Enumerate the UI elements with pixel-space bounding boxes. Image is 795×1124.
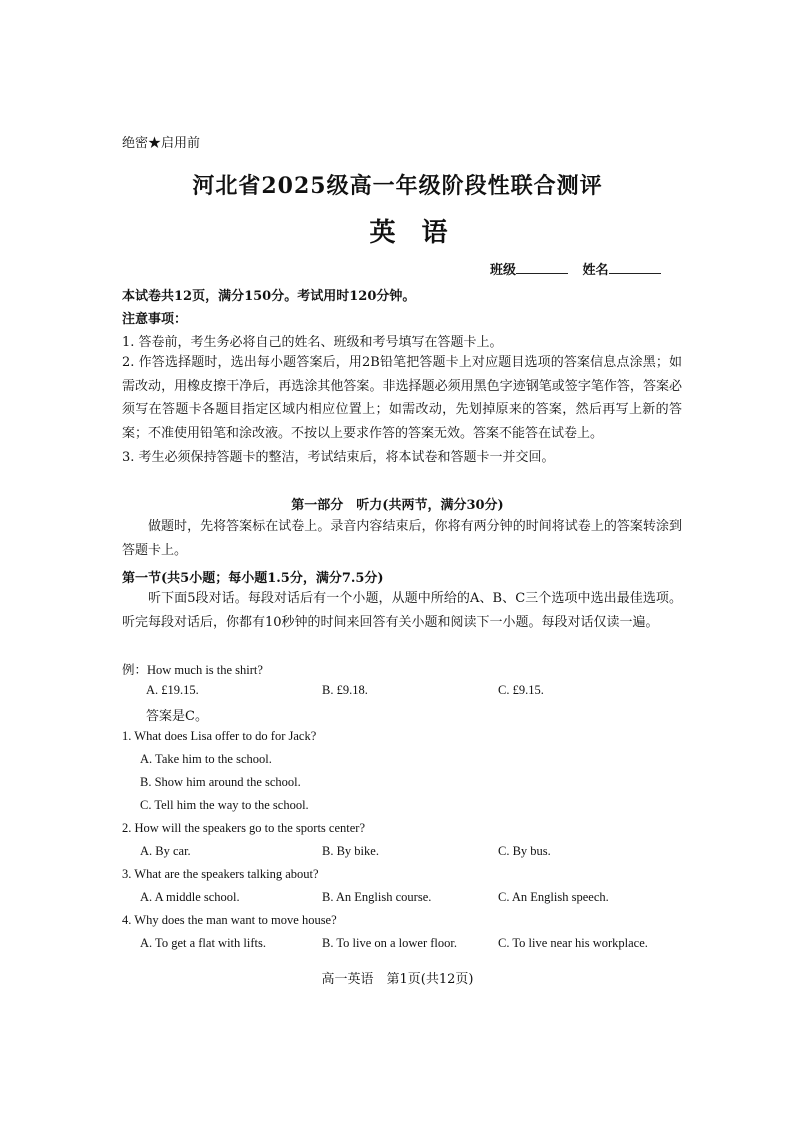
subject-title: 英语	[369, 218, 474, 248]
question-2-option-b: B. By bike.	[322, 844, 379, 858]
section1-instruction: 听下面5段对话。每段对话后有一个小题，从题中所给的A、B、C三个选项中选出最佳选项。听完每段对话后，你都有10秒钟的时间来回答有关小题和阅读下一小题。每段对话仅读一遍。	[122, 591, 682, 630]
page-footer: 高一英语 第1页(共12页)	[321, 972, 474, 987]
question-1-option-b: B. Show him around the school.	[140, 775, 301, 789]
example-option-b: B. £9.18.	[322, 683, 368, 697]
example-answer: 答案是C。	[146, 709, 208, 724]
question-3-option-b: B. An English course.	[322, 890, 432, 904]
example-question: 例：How much is the shirt?	[122, 663, 263, 677]
question-4-option-c: C. To live near his workplace.	[498, 936, 648, 950]
question-3-option-a: A. A middle school.	[140, 890, 240, 904]
question-4-option-a: A. To get a flat with lifts.	[140, 936, 266, 950]
part1-instruction: 做题时，先将答案标在试卷上。录音内容结束后，你将有两分钟的时间将试卷上的答案转涂到答题卡上。	[122, 519, 682, 558]
note-item-2: 2. 作答选择题时，选出每小题答案后，用2B铅笔把答题卡上对应题目选项的答案信息点涂黑；如需改动，用橡皮擦干净后，再选涂其他答案。非选择题必须用黑色字迹钢笔或签字笔作答，答案必须写在答题卡各题目指定区域内相应位置上；如需改动，先划掉原来的答案，然后再写上新的答案；不准使用铅笔和涂改液。不按以上要求作答的答案无效。答案不能答在试卷上。	[122, 355, 682, 441]
name-field[interactable]	[609, 261, 661, 274]
question-2-option-c: C. By bus.	[498, 844, 551, 858]
student-fields	[490, 259, 671, 278]
example-option-c: C. £9.15.	[498, 683, 544, 697]
question-2-option-a: A. By car.	[140, 844, 191, 858]
question-1-option-c: C. Tell him the way to the school.	[140, 798, 309, 812]
section1-title: 第一节(共5小题；每小题1.5分，满分7.5分)	[122, 571, 384, 586]
question-1-option-a: A. Take him to the school.	[140, 752, 272, 766]
exam-title: 河北省2025级高一年级阶段性联合测评	[192, 173, 603, 199]
class-field[interactable]	[516, 261, 568, 274]
secret-label: 绝密★启用前	[122, 136, 201, 151]
question-4-option-b: B. To live on a lower floor.	[322, 936, 457, 950]
exam-info: 本试卷共12页，满分150分。考试用时120分钟。	[122, 289, 416, 304]
note-item-3: 3. 考生必须保持答题卡的整洁，考试结束后，将本试卷和答题卡一并交回。	[122, 450, 555, 465]
question-3-option-c: C. An English speech.	[498, 890, 609, 904]
question-1: 1. What does Lisa offer to do for Jack?	[122, 729, 317, 743]
question-3: 3. What are the speakers talking about?	[122, 867, 319, 881]
part1-title: 第一部分 听力(共两节，满分30分)	[291, 498, 504, 513]
name-label: 姓名	[582, 263, 609, 278]
class-label: 班级	[490, 263, 517, 278]
question-4: 4. Why does the man want to move house?	[122, 913, 337, 927]
notes-heading: 注意事项：	[122, 312, 188, 327]
question-2: 2. How will the speakers go to the sports center?	[122, 821, 365, 835]
example-option-a: A. £19.15.	[146, 683, 199, 697]
note-item-1: 1. 答卷前，考生务必将自己的姓名、班级和考号填写在答题卡上。	[122, 335, 503, 350]
